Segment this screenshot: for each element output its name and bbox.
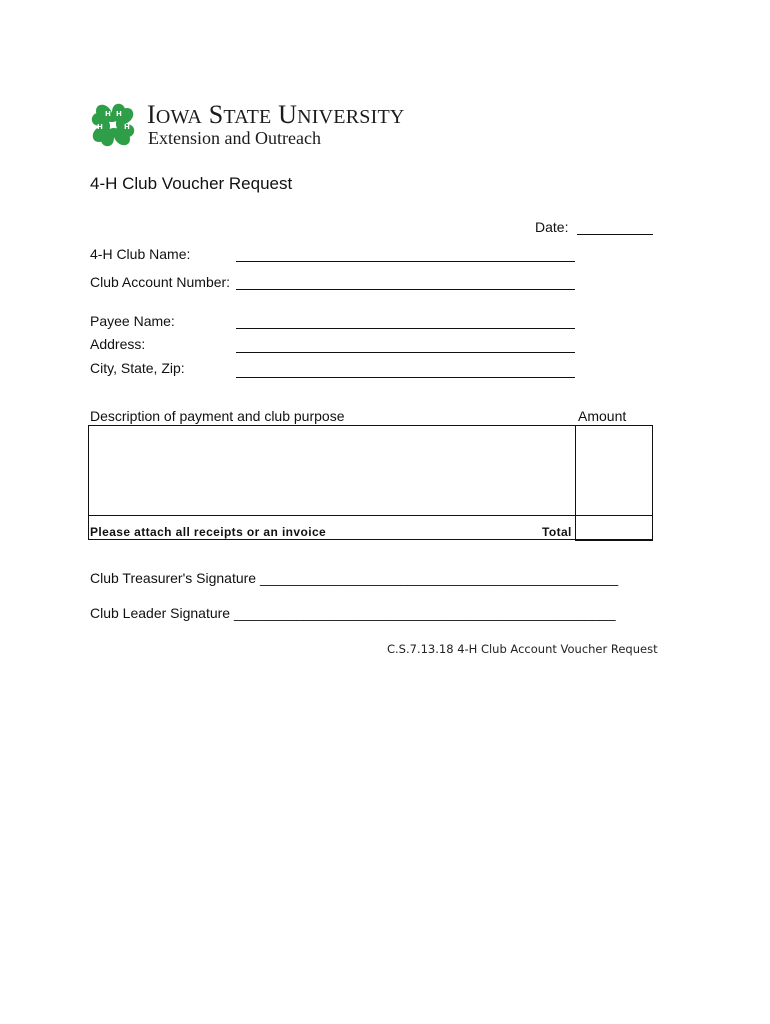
payee-name-label: Payee Name: bbox=[90, 313, 175, 329]
svg-text:H: H bbox=[116, 110, 122, 118]
4-h-clover-icon bbox=[90, 102, 136, 148]
address-field[interactable] bbox=[236, 352, 575, 353]
description-label: Description of payment and club purpose bbox=[90, 408, 345, 424]
leader-signature-line[interactable]: Club Leader Signature _________________________________________________ bbox=[90, 605, 616, 621]
university-wordmark: IOWA STATE UNIVERSITY bbox=[147, 100, 405, 129]
city-state-zip-label: City, State, Zip: bbox=[90, 360, 185, 376]
description-field[interactable] bbox=[88, 425, 653, 540]
club-name-label: 4-H Club Name: bbox=[90, 246, 191, 262]
date-field[interactable] bbox=[577, 234, 653, 235]
payee-name-field[interactable] bbox=[236, 328, 575, 329]
account-number-field[interactable] bbox=[236, 289, 575, 290]
total-label: Total bbox=[542, 525, 572, 539]
address-label: Address: bbox=[90, 336, 146, 352]
description-bottom-rule bbox=[88, 515, 576, 516]
svg-text:H: H bbox=[105, 110, 111, 118]
city-state-zip-field[interactable] bbox=[236, 377, 575, 378]
extension-wordmark: Extension and Outreach bbox=[148, 128, 321, 148]
date-label: Date: bbox=[535, 219, 569, 235]
attach-receipts-note: Please attach all receipts or an invoice bbox=[90, 525, 327, 539]
svg-text:H: H bbox=[97, 123, 103, 131]
club-name-field[interactable] bbox=[236, 261, 575, 262]
amount-label: Amount bbox=[578, 408, 627, 424]
total-amount-field[interactable] bbox=[575, 515, 653, 541]
account-number-label: Club Account Number: bbox=[90, 274, 231, 290]
form-title: 4-H Club Voucher Request bbox=[90, 174, 293, 193]
svg-text:H: H bbox=[124, 123, 130, 131]
treasurer-signature-line[interactable]: Club Treasurer's Signature ______________________________________________ bbox=[90, 570, 619, 586]
form-footer-code: C.S.7.13.18 4-H Club Account Voucher Request bbox=[387, 642, 658, 656]
